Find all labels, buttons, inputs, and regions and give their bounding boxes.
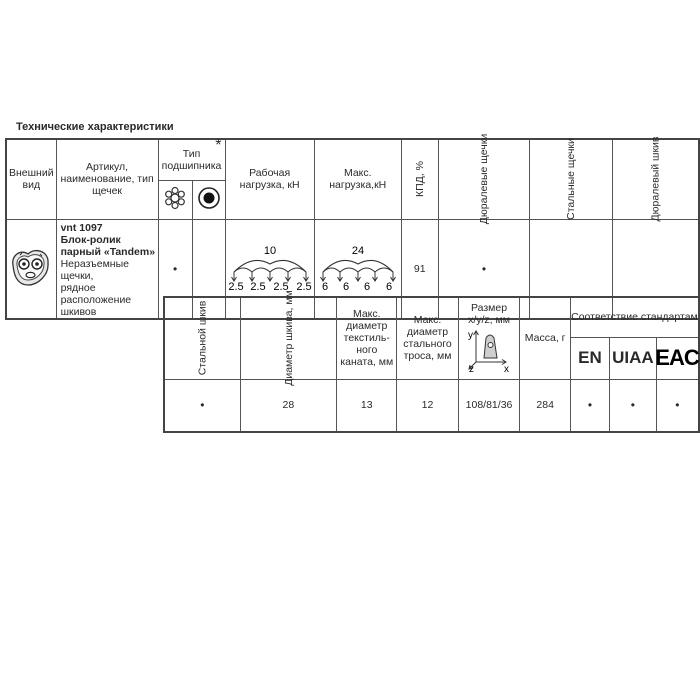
axis-y-label: y — [468, 329, 474, 341]
working-load-part: 2.5 — [249, 281, 266, 293]
eac-mark-text: EAC — [655, 344, 700, 370]
article-code: vnt 1097 — [60, 221, 103, 234]
header-duralumin-cheeks — [438, 134, 529, 225]
header-steel-cheeks — [530, 139, 613, 219]
section-title: Технические характеристики — [16, 121, 174, 133]
specs-table-secondary — [163, 290, 700, 433]
max-load-part: 6 — [363, 281, 370, 293]
steel-sheave-value: • — [164, 379, 240, 432]
tandem-pulley-icon — [8, 245, 54, 289]
header-standards: Соответствие стандартам — [570, 297, 699, 337]
header-duralumin-sheave-label: Дюралевый шкив — [649, 136, 662, 222]
max-load-part: 6 — [342, 281, 349, 293]
product-image-cell — [6, 219, 56, 319]
header-efficiency — [401, 139, 438, 219]
header-article: Артикул, наименование, тип щечек — [56, 139, 158, 219]
header-bearing-type — [158, 139, 225, 180]
standard-en: EN — [570, 337, 609, 379]
working-load-part: 2.5 — [295, 281, 312, 293]
max-textile-value: 13 — [337, 379, 397, 432]
header-max-load: Макс. нагрузка,кН — [314, 139, 401, 219]
header-steel-cheeks-label: Стальные щечки — [565, 138, 578, 221]
header-steel-sheave-label: Стальной шкив — [196, 300, 209, 376]
header-efficiency-label: КПД, % — [413, 161, 426, 198]
size-axes-icon — [464, 326, 514, 375]
efficiency-value: 91 — [401, 219, 438, 319]
ball-bearing-icon — [162, 185, 188, 211]
header-sheave-diameter — [240, 290, 337, 387]
header-mass: Масса, г — [520, 297, 570, 379]
header-sheave-diameter-label: Диаметр шкива, мм — [282, 290, 295, 387]
article-cell — [56, 219, 158, 319]
header-size — [458, 297, 520, 379]
article-desc-cheeks: Неразъемные щечки, — [60, 257, 129, 282]
header-duralumin-cheeks-label: Дюралевые щечки — [477, 134, 490, 225]
eac-mark — [655, 344, 700, 370]
ball-bearing-cell — [158, 180, 192, 219]
header-size-label: Размер x/y/z, мм — [468, 301, 510, 326]
article-desc-layout: рядное расположение шкивов — [60, 281, 132, 318]
plain-bearing-icon — [197, 186, 221, 210]
working-load-diagram — [226, 242, 314, 292]
working-load-total: 10 — [263, 245, 276, 257]
size-value: 108/81/36 — [458, 379, 520, 432]
max-steel-value: 12 — [397, 379, 458, 432]
en-value: • — [570, 379, 609, 432]
header-max-textile: Макс. диаметр текстиль- ного каната, мм — [337, 297, 397, 379]
mass-value: 284 — [520, 379, 570, 432]
header-duralumin-sheave — [612, 136, 699, 222]
bearing-note-mark: * — [215, 137, 222, 154]
standard-eac-cell — [656, 337, 699, 379]
max-load-part: 6 — [385, 281, 392, 293]
header-appearance: Внешний вид — [6, 139, 56, 219]
ball-bearing-value: • — [158, 219, 192, 319]
article-name: Блок-ролик парный «Tandem» — [60, 233, 156, 258]
plain-bearing-cell — [192, 180, 225, 219]
axis-x-label: x — [504, 363, 510, 375]
header-working-load: Рабочая нагрузка, кН — [225, 139, 314, 219]
axis-z-label: z — [469, 363, 475, 375]
max-load-part: 6 — [321, 281, 328, 293]
header-steel-sheave — [164, 297, 240, 379]
working-load-part: 2.5 — [227, 281, 244, 293]
eac-value: • — [656, 379, 699, 432]
sheave-diameter-value: 28 — [240, 379, 337, 432]
specs-table-main — [5, 134, 700, 320]
header-bearing-label: Тип подшипника — [161, 147, 222, 172]
uiaa-value: • — [610, 379, 657, 432]
standard-uiaa: UIAA — [610, 337, 657, 379]
duralumin-cheeks-value: • — [438, 219, 529, 319]
working-load-part: 2.5 — [272, 281, 289, 293]
header-max-steel: Макс. диаметр стального троса, мм — [397, 297, 458, 379]
max-load-total: 24 — [351, 245, 364, 257]
max-load-diagram — [315, 242, 401, 292]
